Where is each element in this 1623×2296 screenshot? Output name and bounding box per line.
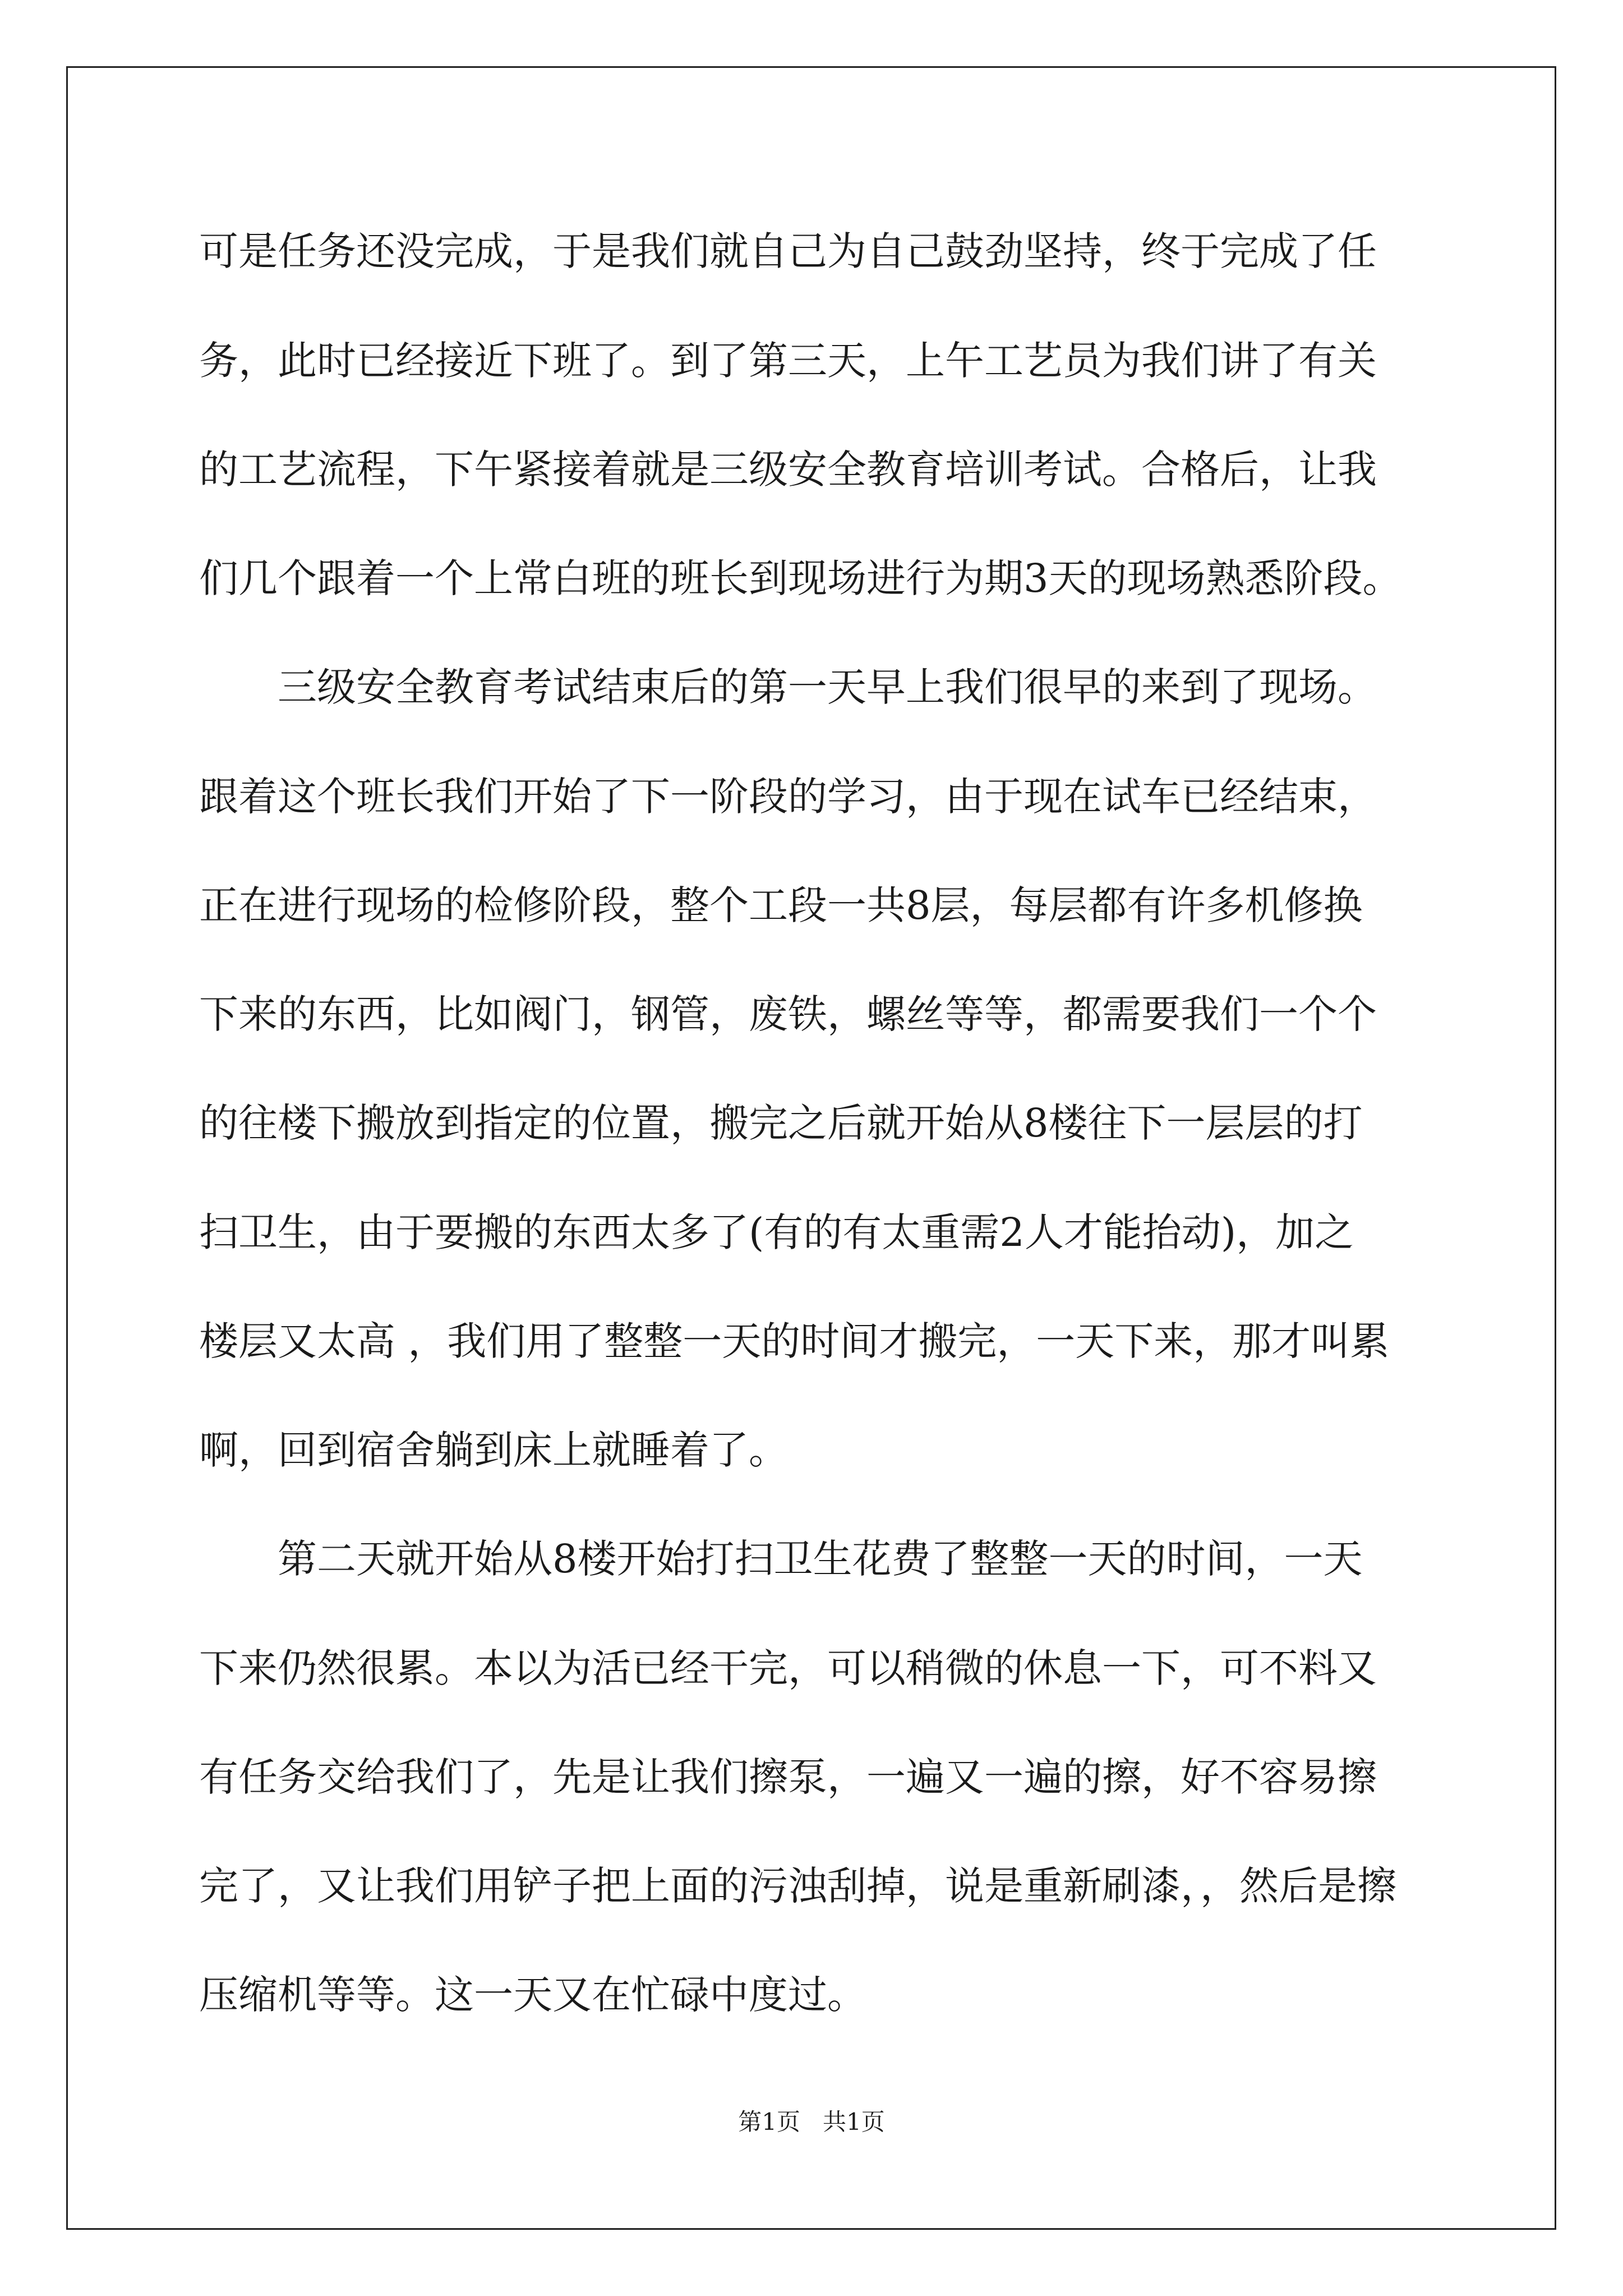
text-line: 的工艺流程，下午紧接着就是三级安全教育培训考试。合格后，让我 bbox=[199, 447, 1377, 493]
text-line: 压缩机等等。这一天又在忙碌中度过。 bbox=[199, 1972, 866, 2018]
text-line: 跟着这个班长我们开始了下一阶段的学习，由于现在试车已经结束， bbox=[199, 774, 1377, 820]
text-line: 三级安全教育考试结束后的第一天早上我们很早的来到了现场。 bbox=[199, 664, 1377, 710]
text-line: 完了，又让我们用铲子把上面的污浊刮掉，说是重新刷漆，，然后是擦 bbox=[199, 1863, 1396, 1909]
text-line: 啊，回到宿舍躺到床上就睡着了。 bbox=[199, 1427, 788, 1473]
text-line: 楼层又太高 ，我们用了整整一天的时间才搬完，一天下来，那才叫累 bbox=[199, 1318, 1390, 1364]
text-line: 的往楼下搬放到指定的位置，搬完之后就开始从8楼往下一层层的打 bbox=[199, 1100, 1363, 1146]
text-line: 有任务交给我们了，先是让我们擦泵，一遍又一遍的擦，好不容易擦 bbox=[199, 1754, 1377, 1800]
text-line: 扫卫生，由于要搬的东西太多了(有的有太重需2人才能抬动)，加之 bbox=[199, 1209, 1354, 1255]
page-number-footer: 第1页 共1页 bbox=[738, 2108, 885, 2136]
text-line: 务，此时已经接近下班了。到了第三天，上午工艺员为我们讲了有关 bbox=[199, 338, 1377, 384]
text-line: 可是任务还没完成，于是我们就自己为自己鼓劲坚持，终于完成了任 bbox=[199, 228, 1377, 274]
text-line: 第二天就开始从8楼开始打扫卫生花费了整整一天的时间，一天 bbox=[199, 1536, 1363, 1582]
text-line: 正在进行现场的检修阶段，整个工段一共8层，每层都有许多机修换 bbox=[199, 882, 1363, 928]
text-line: 下来的东西，比如阀门，钢管，废铁，螺丝等等，都需要我们一个个 bbox=[199, 991, 1377, 1037]
text-line: 们几个跟着一个上常白班的班长到现场进行为期3天的现场熟悉阶段。 bbox=[199, 555, 1402, 601]
text-line: 下来仍然很累。本以为活已经干完，可以稍微的休息一下，可不料又 bbox=[199, 1645, 1377, 1691]
